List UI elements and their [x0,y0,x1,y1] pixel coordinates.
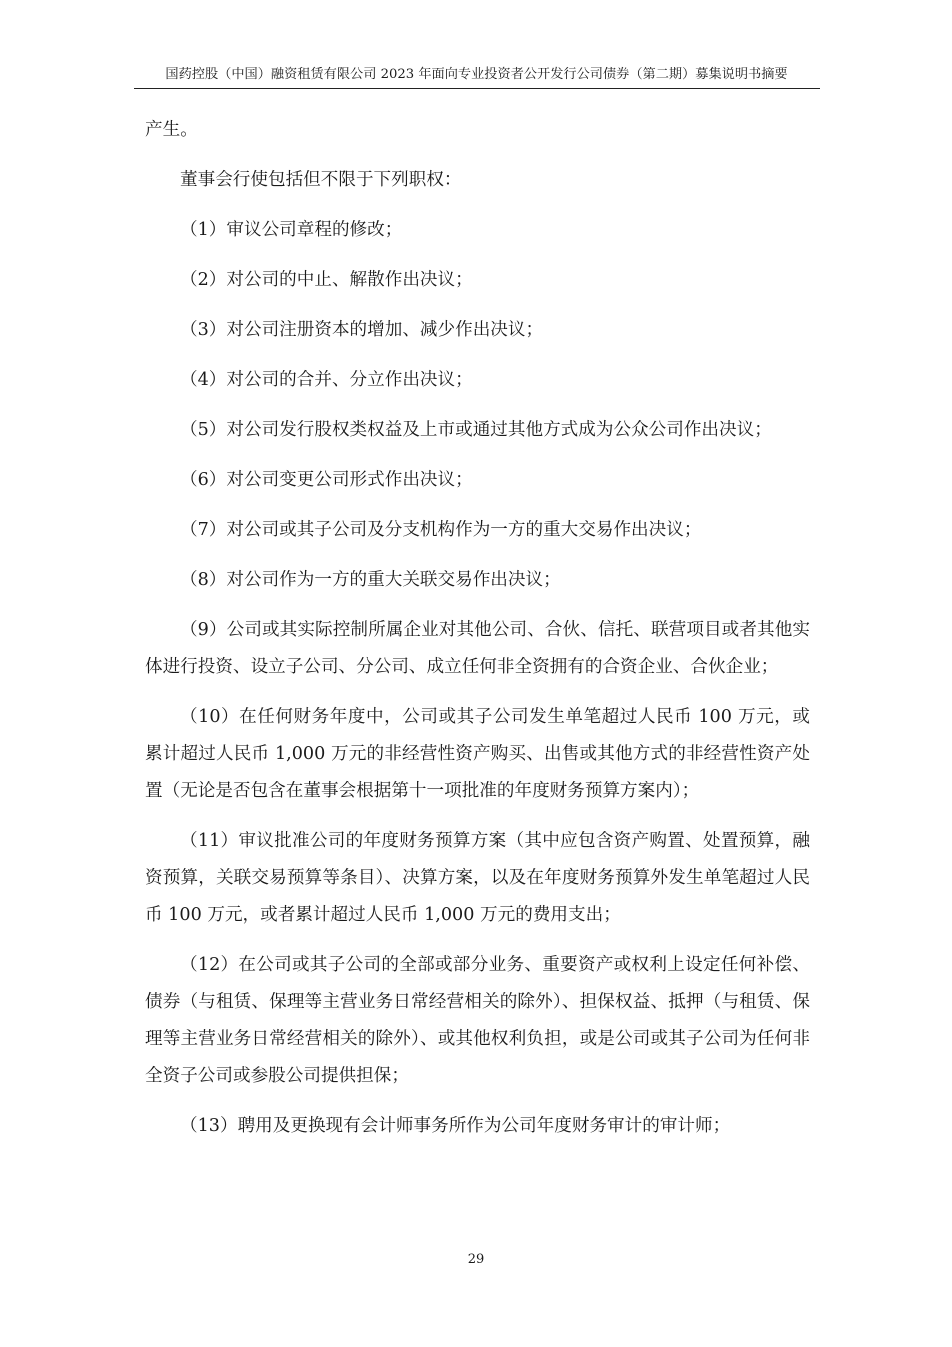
list-item: （4）对公司的合并、分立作出决议； [180,370,473,390]
header-rule [134,88,820,89]
page-number: 29 [467,1252,485,1267]
list-item: （5）对公司发行股权类权益及上市或通过其他方式成为公众公司作出决议； [180,420,772,440]
running-header: 国药控股（中国）融资租赁有限公司 2023 年面向专业投资者公开发行公司债券（第二期）募集说明书摘要 [165,67,788,82]
intro-paragraph: 董事会行使包括但不限于下列职权： [180,170,462,190]
list-item: （9）公司或其实际控制所属企业对其他公司、合伙、信托、联营项目或者其他实体进行投资、设立子公司、分公司、成立任何非全资拥有的合资企业、合伙企业； [145,620,810,677]
list-item: （8）对公司作为一方的重大关联交易作出决议； [180,570,561,590]
list-item: （11）审议批准公司的年度财务预算方案（其中应包含资产购置、处置预算，融资预算，关联交易预算等条目）、决算方案，以及在年度财务预算外发生单笔超过人民币 100 万元，或者累计超过人民币 1,000 万元的费用支出； [145,831,810,925]
list-item: （3）对公司注册资本的增加、减少作出决议； [180,320,544,340]
list-item: （6）对公司变更公司形式作出决议； [180,470,473,490]
continuation-paragraph: 产生。 [145,120,198,140]
list-item: （1）审议公司章程的修改； [180,220,403,240]
list-item: （13）聘用及更换现有会计师事务所作为公司年度财务审计的审计师； [180,1116,731,1136]
body-text [145,112,810,1158]
list-item: （2）对公司的中止、解散作出决议； [180,270,473,290]
list-item: （12）在公司或其子公司的全部或部分业务、重要资产或权利上设定任何补偿、债券（与租赁、保理等主营业务日常经营相关的除外）、担保权益、抵押（与租赁、保理等主营业务日常经营相关的除外）、或其他权利负担，或是公司或其子公司为任何非全资子公司或参股公司提供担保； [145,955,810,1086]
list-item: （10）在任何财务年度中，公司或其子公司发生单笔超过人民币 100 万元，或累计超过人民币 1,000 万元的非经营性资产购买、出售或其他方式的非经营性资产处置（无论是否包含在董事会根据第十一项批准的年度财务预算方案内）； [145,707,810,801]
list-item: （7）对公司或其子公司及分支机构作为一方的重大交易作出决议； [180,520,702,540]
